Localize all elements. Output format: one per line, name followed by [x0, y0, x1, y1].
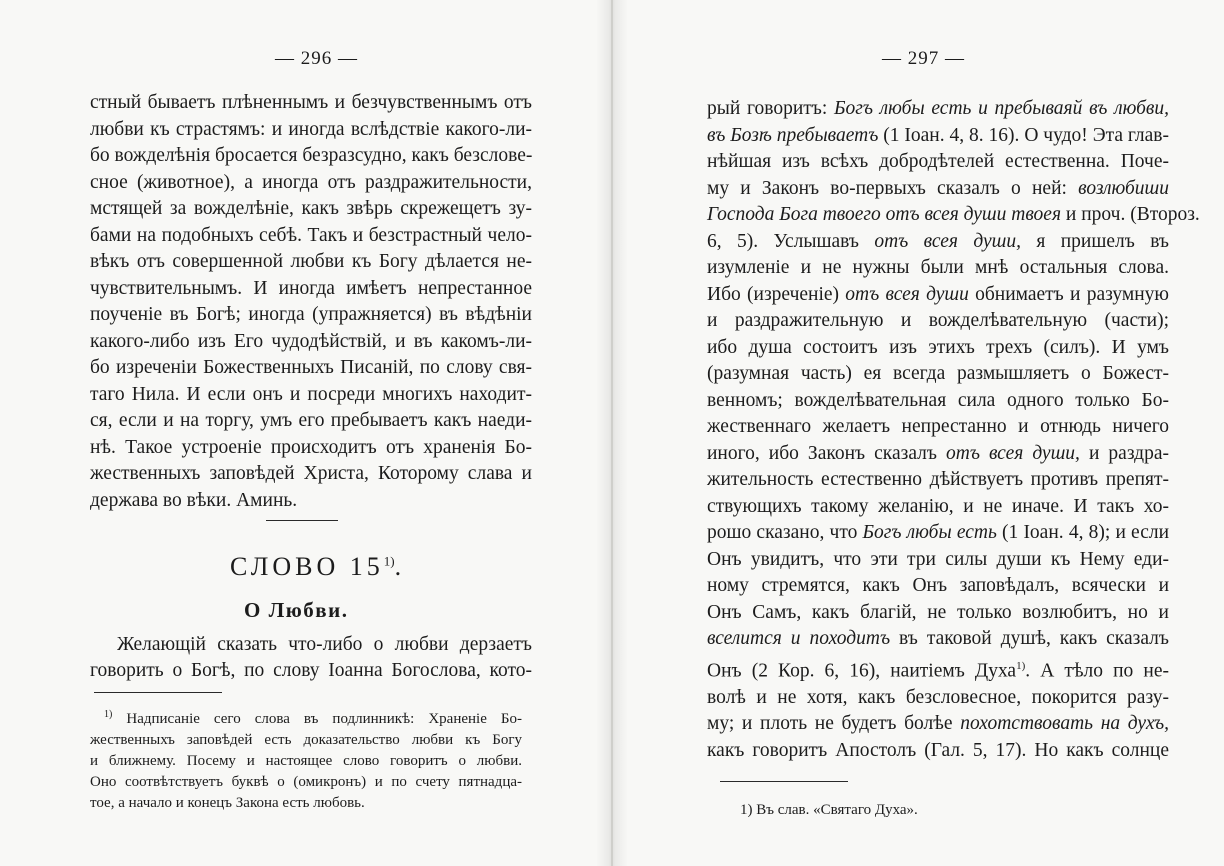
text-run: обнимаетъ и разумную [968, 283, 1169, 305]
text-line: жественныхъ заповѣдей Христа, Которому слава и [90, 463, 532, 484]
text-line: бами на подобныхъ себѣ. Такъ и безстрастный чело- [90, 224, 532, 246]
text-line: Онъ увидитъ, что эти три силы души къ Нему еди- [707, 548, 1169, 570]
footnote-line: тое, а начало и конецъ Закона есть любовь. [90, 795, 365, 811]
section-subheading: О Любви. [244, 598, 349, 622]
text-line: жительность естественно дѣйствуетъ противъ препят- [707, 469, 1169, 490]
text-line: говорить о Богѣ, по слову Іоанна Богослова, кото- [90, 660, 532, 681]
text-line: жественнаго желаетъ непрестанно и отнюдь ничего [707, 416, 1169, 437]
text-line [707, 96, 1169, 123]
text-line: нѣйшая изъ всѣхъ добродѣтелей естественна. Поче- [707, 151, 1169, 172]
text-line: вѣкъ отъ совершенной любви къ Богу дѣлается не- [90, 251, 532, 272]
text-run: му; и плоть не будетъ болѣе [707, 713, 961, 734]
text-run: (1 Іоан. 4, 8. 16). О чудо! Эта глав- [878, 124, 1169, 146]
text-run: и проч. (Второз. [1061, 204, 1200, 225]
text-line: таго Нила. И если онъ и посреди многихъ находит- [90, 383, 532, 405]
text-line: (разумная часть) ея всегда размышляетъ о Божест- [707, 363, 1169, 384]
text-line [707, 711, 1169, 738]
book-gutter [611, 0, 613, 866]
footnote [90, 704, 522, 814]
quotation: похотствовать на духъ, [960, 713, 1169, 734]
text-line [707, 441, 1169, 468]
section-heading: СЛОВО 15$^{1)}$. [230, 552, 406, 581]
text-line [707, 229, 1169, 256]
text-line [707, 123, 1169, 150]
intro-text [117, 632, 532, 659]
body-text [90, 90, 532, 514]
quotation: Богъ любы есть [862, 522, 997, 543]
text-line: Онъ Самъ, какъ благій, не только возлюбитъ, но и [707, 601, 1169, 623]
text-run: Ибо (изреченіе) [707, 283, 846, 305]
text-run: рошо сказано, что [707, 522, 863, 543]
text-run: Онъ (2 Кор. 6, 16), наитіемъ Духа [707, 660, 1017, 681]
text-run: . А тѣло по не- [1025, 660, 1169, 681]
text-run: му и Законъ во-первыхъ сказалъ о ней: [707, 177, 1079, 199]
footnote-ref: 1) [383, 553, 395, 569]
text-line: ся, если и на торгу, умъ его пребываетъ какъ наеди- [90, 410, 532, 431]
footnote-line: Оно соотвѣтствуетъ буквѣ о (омикронъ) и по счету пятнадца- [90, 774, 522, 790]
text-line: ному стремятся, какъ Онъ заповѣдалъ, всячески и [707, 575, 1169, 596]
text-line: бо изреченіи Божественныхъ Писаній, по слову свя- [90, 357, 532, 378]
quotation: отъ всея души, [874, 230, 1021, 252]
footnote-line [90, 704, 522, 730]
quotation: Богъ любы есть и пребываяй въ любви, [834, 98, 1169, 119]
text-line: любви къ страстямъ: и иногда вслѣдствіе какого-ли- [90, 118, 532, 140]
text-line: какого-либо изъ Его чудодѣйствій, и въ какомъ-ли- [90, 330, 532, 352]
text-run: иного, ибо Законъ сказалъ [707, 442, 946, 464]
text-line: какъ говоритъ Апостолъ (Гал. 5, 17). Но какъ солнце [707, 739, 1169, 761]
text-line: бо вожделѣнія бросается безразсудно, какъ безслове- [90, 145, 533, 166]
text-line: нѣ. Такое устроеніе происходитъ отъ храненія Бо- [90, 436, 532, 458]
text-line: и раздражительную и вожделѣвательную (части); [707, 310, 1169, 331]
text-line [707, 626, 1169, 653]
text-line: мстящей за вожделѣніе, какъ звѣрь скрежещетъ зу- [90, 198, 532, 219]
footnote-rule [94, 692, 222, 693]
quotation: вселится и походитъ [707, 628, 891, 649]
quotation: отъ всея души, [945, 442, 1080, 464]
page-number: — 296 — [275, 48, 358, 69]
text-line: ибо душа состоитъ изъ этихъ трехъ (силъ). И умъ [707, 336, 1169, 358]
footnote-text: Надписаніе сего слова въ подлинникѣ: Храненіе Бо- [126, 711, 523, 727]
text-line: ствующихъ такому желанію, и не иначе. И такъ хо- [707, 495, 1169, 517]
page-number: — 297 — [882, 48, 965, 69]
body-text [707, 96, 1200, 764]
text-run: 6, 5). Услышавъ [707, 230, 875, 252]
footnote-line: жественныхъ заповѣдей есть доказательство любви къ Богу [90, 732, 522, 748]
section-divider [266, 520, 338, 521]
text-line [707, 520, 1169, 547]
quotation: отъ всея души [845, 283, 969, 305]
text-line: сное (животное), а иногда отъ раздражительности, [90, 171, 532, 193]
text-run: въ таковой душѣ, какъ сказалъ [890, 628, 1169, 649]
right-page [612, 0, 1224, 866]
text-line [707, 176, 1169, 203]
footnote: 1) Въ слав. «Святаго Духа». [740, 802, 918, 818]
text-line: держава во вѣки. Аминь. [90, 489, 298, 511]
footnote-mark: 1) [104, 709, 113, 720]
quotation: Господа Бога твоего отъ всея души твоея [707, 204, 1062, 225]
text-run: (1 Іоан. 4, 8); и если [996, 522, 1170, 543]
quotation: возлюбиши [1078, 177, 1169, 199]
text-line: волѣ и не хотя, какъ безсловесное, покорится разу- [707, 686, 1169, 708]
footnote-line: и ближнему. Посему и настоящее слово говоритъ о любви. [90, 753, 522, 769]
text-line [707, 282, 1169, 309]
text-line: поученіе въ Богѣ; иногда (упражняется) въ вѣдѣніи [90, 304, 532, 325]
text-run: я пришелъ въ [1020, 230, 1170, 252]
footnote-rule [720, 781, 848, 782]
text-line [707, 202, 1200, 229]
quotation: въ Бозѣ пребываетъ [707, 124, 879, 146]
footnote-ref: 1) [1016, 659, 1026, 672]
text-run: рый говоритъ: [707, 98, 834, 119]
text-line: венномъ; вожделѣвательная сила одного только Бо- [707, 389, 1169, 411]
text-line: стный бываетъ плѣненнымъ и безчувственнымъ отъ [90, 92, 532, 113]
text-line: чувствительнымъ. И иногда имѣетъ непрестанное [90, 277, 532, 299]
text-line: изумленіе и не нужны были мнѣ остальныя слова. [707, 257, 1169, 278]
intro-text [90, 658, 532, 685]
text-line: Желающій сказать что-либо о любви дерзаетъ [117, 634, 532, 655]
text-run: и раздра- [1079, 442, 1170, 464]
heading-text: СЛОВО 15 [230, 552, 384, 581]
text-line [707, 653, 1169, 685]
